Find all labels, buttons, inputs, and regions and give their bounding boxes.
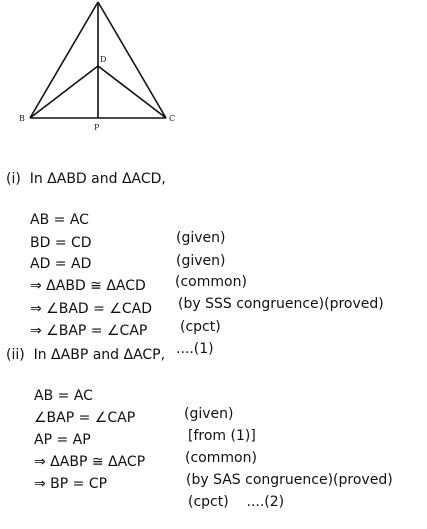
- vertex-label-b: B: [19, 114, 25, 123]
- reason: (by SAS congruence)(proved): [186, 472, 393, 488]
- segment-ac: [98, 2, 166, 118]
- statement: ⇒ ∠BAP = ∠CAP: [30, 323, 148, 339]
- reason: (cpct): [180, 319, 221, 335]
- vertex-label-c: C: [169, 114, 176, 123]
- statement: AB = AC: [30, 212, 89, 228]
- statement: BD = CD: [30, 235, 92, 251]
- statement: AD = AD: [30, 256, 92, 272]
- reason: (given): [176, 230, 226, 246]
- vertex-label-d: D: [100, 55, 107, 64]
- part1-heading: (i) In ΔABD and ΔACD,: [6, 171, 166, 187]
- reason: (given): [176, 253, 226, 269]
- triangle-figure: [0, 0, 200, 140]
- statement: AP = AP: [34, 432, 91, 448]
- reason: [from (1)]: [188, 428, 256, 444]
- statement: ∠BAP = ∠CAP: [34, 410, 136, 426]
- statement: ⇒ BP = CP: [34, 476, 108, 492]
- segment-cd: [98, 66, 166, 118]
- vertex-label-p: P: [94, 123, 100, 132]
- segment-bd: [30, 66, 98, 118]
- reason: (given): [184, 406, 234, 422]
- statement: AB = AC: [34, 388, 93, 404]
- reason: (common): [185, 450, 257, 466]
- part2-heading: (ii) In ΔABP and ΔACP,: [6, 347, 166, 363]
- reason: (common): [175, 274, 247, 290]
- statement: ⇒ ∠BAD = ∠CAD: [30, 301, 153, 317]
- reason: (cpct) ....(2): [188, 494, 285, 510]
- segment-ab: [30, 2, 98, 118]
- statement: ⇒ ΔABP ≅ ΔACP: [34, 454, 146, 470]
- reason: ....(1): [176, 341, 214, 357]
- reason: (by SSS congruence)(proved): [178, 296, 384, 312]
- statement: ⇒ ΔABD ≅ ΔACD: [30, 278, 146, 294]
